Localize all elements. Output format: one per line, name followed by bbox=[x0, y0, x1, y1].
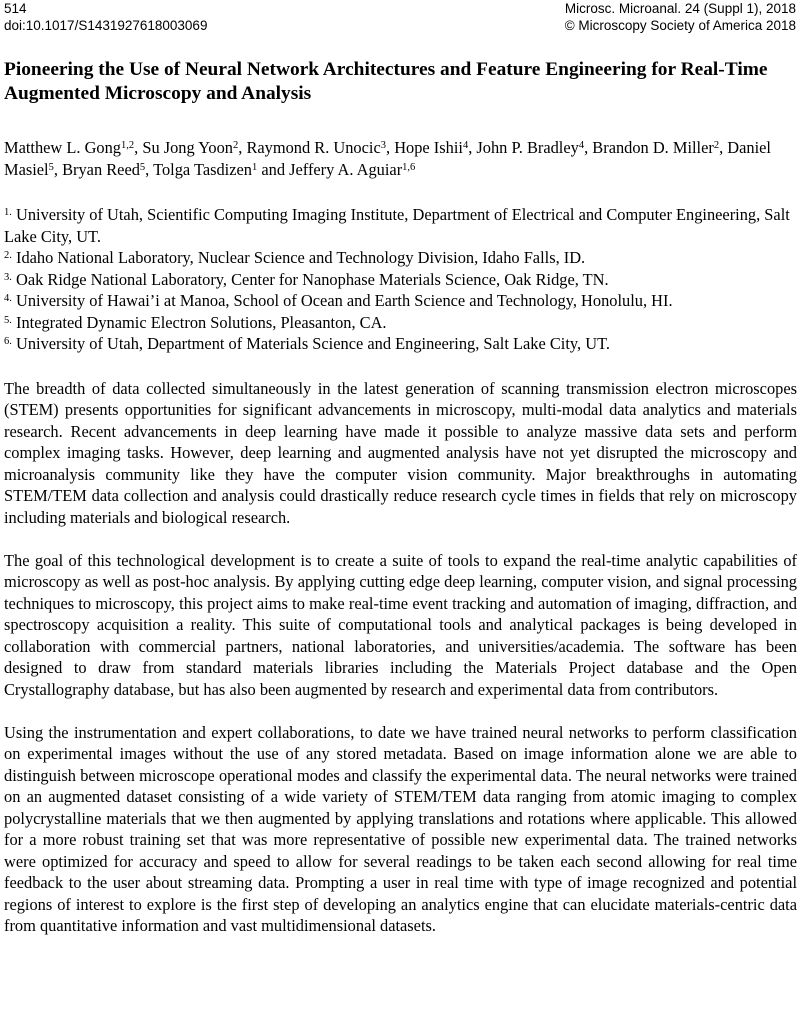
affiliation: $^{1.}$ University of Utah, Scientific Computing Imaging Institute, Department of Electrical and Computer Engineering, Salt Lake City, UT. bbox=[4, 205, 790, 246]
author: Raymond R. Unocic$^3$ bbox=[246, 138, 386, 157]
page-number: 514 bbox=[4, 1, 27, 16]
affiliation: $^{6.}$ University of Utah, Department of Materials Science and Engineering, Salt Lake City, UT. bbox=[4, 334, 610, 353]
author: Bryan Reed$^5$ bbox=[62, 159, 146, 179]
author: Daniel Masiel$^5$ bbox=[4, 138, 771, 179]
body-paragraph: The goal of this technological development is to create a suite of tools to expand the real-time analytic capabilities of microscopy as well as post-hoc analysis. By applying cutting edge deep learning, computer vision, and signal processing techniques to microscopy, this project aims to make real-time event tracking and automation of imaging, diffraction, and spectroscopy acquisition a reality. This suite of computational tools and analytical packages is being developed in collaboration with commercial partners, national laboratories, and universities/academia. The software has been designed to draw from standard materials libraries including the Materials Project database and the Open Crystallography database, but has also been augmented by research and experimental data from contributors. bbox=[4, 550, 797, 699]
author: Jeffery A. Aguiar$^{1,6}$ bbox=[289, 159, 416, 179]
author: Tolga Tasdizen$^1$ bbox=[153, 159, 258, 179]
header-right bbox=[565, 0, 796, 34]
affiliation-list bbox=[4, 204, 797, 355]
article-body bbox=[4, 58, 797, 958]
affiliation: $^{2.}$ Idaho National Laboratory, Nuclear Science and Technology Division, Idaho Falls, ID. bbox=[4, 248, 586, 267]
affiliation: $^{4.}$ University of Hawai’i at Manoa, School of Ocean and Earth Science and Technology, Honolulu, HI. bbox=[4, 291, 673, 310]
header-left bbox=[4, 0, 207, 34]
article-title: Pioneering the Use of Neural Network Architectures and Feature Engineering for Real-Time Augmented Microscopy and Analysis bbox=[4, 59, 768, 104]
body-paragraph: Using the instrumentation and expert collaborations, to date we have trained neural networks to perform classification on experimental images without the use of any stored metadata. Based on image information alone we are able to distinguish between microscope operational modes and classify the experimental data. The neural networks were trained on an augmented dataset consisting of a wide variety of STEM/TEM data ranging from atomic imaging to complex polycrystalline materials that we then augmented by applying translations and rotations where applicable. This allowed for a more robust training set that was more representative of possible new experimental data. The trained networks were optimized for accuracy and speed to allow for several readings to be taken each second allowing for real time feedback to the user about streaming data. Prompting a user in real time with type of image recognized and potential regions of interest to explore is the first step of developing an analytics engine that can elucidate materials-centric data from quantitative information and vast multidimensional datasets. bbox=[4, 722, 797, 935]
author: Matthew L. Gong$^{1,2}$ bbox=[4, 138, 135, 157]
author: Brandon D. Miller$^2$ bbox=[592, 138, 720, 157]
author: Su Jong Yoon$^2$ bbox=[142, 138, 239, 157]
journal-citation: Microsc. Microanal. 24 (Suppl 1), 2018 bbox=[564, 1, 796, 16]
body-paragraph: The breadth of data collected simultaneously in the latest generation of scanning transmission electron microscopes (STEM) presents opportunities for significant advancements in microscopy, multi-modal data analytics and materials research. Recent advancements in deep learning have made it possible to analyze massive data sets and perform complex imaging tasks. However, deep learning and augmented analysis have not yet disrupted the microscopy and microanalysis community like they have the computer vision community. Major breakthroughs in automating STEM/TEM data collection and analysis could drastically reduce research cycle times in fields that rely on microscopy including materials and biological research. bbox=[4, 378, 797, 527]
author: John P. Bradley$^4$ bbox=[476, 138, 585, 157]
page-header bbox=[4, 0, 796, 36]
author-conjunction: and bbox=[261, 159, 286, 179]
author-list: Matthew L. Gong$^{1,2}$, Su Jong Yoon$^2$, Raymond R. Unocic$^3$, Hope Ishii$^4$, John P. Bradley$^4$, Brandon D. Miller$^2$, Daniel Masiel$^5$, Bryan Reed$^5$, Tolga Tasdizen$^1$ and Jeffery A. Aguiar$^{1,6}$ bbox=[4, 138, 771, 179]
author: Hope Ishii$^4$ bbox=[394, 138, 469, 157]
affiliation: $^{5.}$ Integrated Dynamic Electron Solutions, Pleasanton, CA. bbox=[4, 312, 387, 332]
copyright: © Microscopy Society of America 2018 bbox=[564, 18, 796, 33]
doi: doi:10.1017/S1431927618003069 bbox=[4, 18, 208, 33]
affiliation: $^{3.}$ Oak Ridge National Laboratory, Center for Nanophase Materials Science, Oak Ridge, TN. bbox=[4, 269, 609, 289]
